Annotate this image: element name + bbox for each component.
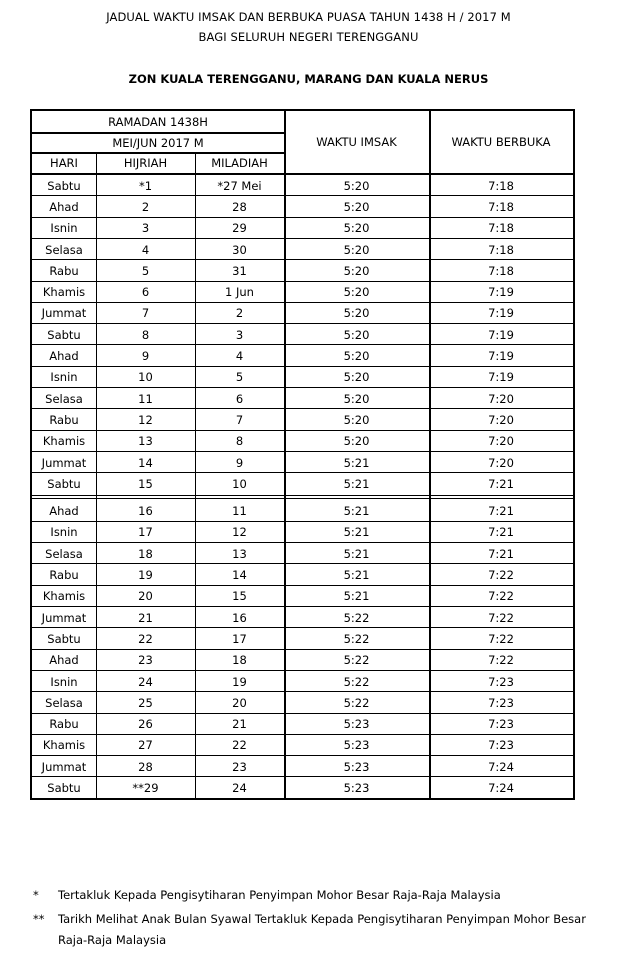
footnote-mark: **: [33, 912, 45, 926]
berbuka-time-cell: 7:18: [488, 242, 514, 257]
hijriah-cell: 9: [141, 349, 150, 364]
miladiah-cell: 15: [232, 589, 247, 604]
berbuka-time-cell: 7:18: [488, 199, 514, 214]
berbuka-time-cell: 7:18: [488, 178, 514, 193]
berbuka-time-cell: 7:19: [488, 349, 514, 364]
imsak-time-cell: 5:23: [343, 738, 370, 753]
footnote-text: Tertakluk Kepada Pengisytiharan Penyimpan Mohor Besar Raja-Raja Malaysia: [58, 888, 501, 902]
miladiah-cell: 7: [235, 412, 244, 427]
document-subtitle: BAGI SELURUH NEGERI TERENGGANU: [198, 30, 419, 44]
miladiah-cell: 13: [232, 546, 247, 561]
row-divider: [32, 521, 573, 522]
day-cell: Rabu: [49, 412, 79, 427]
miladiah-cell: 3: [235, 327, 244, 342]
row-divider: [32, 344, 573, 345]
imsak-time-cell: 5:23: [343, 759, 370, 774]
day-cell: Jummat: [41, 759, 87, 774]
hijriah-cell: 24: [138, 674, 153, 689]
day-cell: Rabu: [49, 263, 79, 278]
row-divider: [32, 542, 573, 543]
imsak-time-cell: 5:20: [343, 391, 370, 406]
imsak-time-cell: 5:20: [343, 306, 370, 321]
day-cell: Sabtu: [47, 327, 81, 342]
imsak-time-cell: 5:22: [343, 631, 370, 646]
berbuka-time-cell: 7:24: [488, 759, 514, 774]
day-cell: Sabtu: [47, 178, 81, 193]
berbuka-time-cell: 7:18: [488, 221, 514, 236]
day-cell: Selasa: [45, 695, 83, 710]
hijriah-cell: 15: [138, 476, 153, 491]
day-cell: Ahad: [49, 199, 79, 214]
hijriah-cell: 22: [138, 631, 153, 646]
footnote-text: Raja-Raja Malaysia: [58, 933, 167, 947]
berbuka-time-cell: 7:21: [488, 546, 514, 561]
imsak-time-cell: 5:21: [343, 504, 370, 519]
day-cell: Sabtu: [47, 781, 81, 796]
berbuka-time-cell: 7:23: [488, 674, 514, 689]
berbuka-time-cell: 7:19: [488, 370, 514, 385]
zone-heading: ZON KUALA TERENGGANU, MARANG DAN KUALA NERUS: [128, 72, 489, 86]
day-cell: Rabu: [49, 717, 79, 732]
hijriah-cell: 3: [141, 221, 150, 236]
day-cell: Selasa: [45, 242, 83, 257]
imsak-time-cell: 5:20: [343, 242, 370, 257]
row-divider: [32, 302, 573, 303]
hijriah-cell: 20: [138, 589, 153, 604]
miladiah-cell: 10: [232, 476, 247, 491]
miladiah-cell: 4: [235, 349, 244, 364]
miladiah-cell: 2: [235, 306, 244, 321]
imsak-time-cell: 5:20: [343, 199, 370, 214]
footnote-text: Tarikh Melihat Anak Bulan Syawal Tertakluk Kepada Pengisytiharan Penyimpan Mohor Besar: [58, 912, 586, 926]
miladiah-cell: 9: [235, 455, 244, 470]
row-divider: [32, 776, 573, 777]
berbuka-time-cell: 7:19: [488, 327, 514, 342]
row-divider: [32, 451, 573, 452]
berbuka-time-cell: 7:19: [488, 285, 514, 300]
row-divider: [32, 495, 573, 496]
row-divider: [32, 585, 573, 586]
miladiah-cell: 22: [232, 738, 247, 753]
imsak-time-cell: 5:22: [343, 674, 370, 689]
hijriah-cell: 2: [141, 199, 150, 214]
month-label: MEI/JUN 2017 M: [112, 135, 204, 150]
imsak-time-cell: 5:21: [343, 589, 370, 604]
row-divider: [32, 498, 573, 499]
row-divider: [32, 152, 284, 154]
hijriah-cell: 12: [138, 412, 153, 427]
hijriah-cell: 11: [138, 391, 153, 406]
miladiah-cell: 28: [232, 199, 247, 214]
imsak-time-cell: 5:21: [343, 546, 370, 561]
miladiah-cell: 17: [232, 631, 247, 646]
berbuka-time-cell: 7:22: [488, 610, 514, 625]
day-cell: Jummat: [41, 455, 87, 470]
miladiah-cell: 14: [232, 568, 247, 583]
imsak-time-cell: 5:20: [343, 221, 370, 236]
day-cell: Isnin: [50, 221, 78, 236]
miladiah-cell: 30: [232, 242, 247, 257]
berbuka-time-cell: 7:20: [488, 434, 514, 449]
berbuka-time-cell: 7:23: [488, 695, 514, 710]
miladiah-cell: 21: [232, 717, 247, 732]
miladiah-cell: 24: [232, 781, 247, 796]
hijriah-cell: *1: [138, 178, 153, 193]
day-cell: Sabtu: [47, 476, 81, 491]
berbuka-time-cell: 7:24: [488, 781, 514, 796]
berbuka-time-cell: 7:22: [488, 653, 514, 668]
berbuka-time-cell: 7:22: [488, 568, 514, 583]
day-cell: Ahad: [49, 653, 79, 668]
berbuka-time-cell: 7:21: [488, 476, 514, 491]
day-cell: Jummat: [41, 306, 87, 321]
hijriah-cell: 5: [141, 263, 150, 278]
day-cell: Isnin: [50, 674, 78, 689]
hijriah-cell: 10: [138, 370, 153, 385]
row-divider: [32, 430, 573, 431]
berbuka-time-cell: 7:20: [488, 391, 514, 406]
hijriah-cell: 21: [138, 610, 153, 625]
ramadan-label: RAMADAN 1438H: [108, 114, 208, 129]
row-divider: [32, 173, 573, 175]
row-divider: [32, 281, 573, 282]
hijriah-cell: 8: [141, 327, 150, 342]
col-header-hari: HARI: [50, 156, 78, 170]
imsak-time-cell: 5:21: [343, 476, 370, 491]
miladiah-cell: 12: [232, 525, 247, 540]
hijriah-cell: 23: [138, 653, 153, 668]
imsak-time-cell: 5:22: [343, 610, 370, 625]
imsak-time-cell: 5:21: [343, 455, 370, 470]
col-header-miladiah: MILADIAH: [211, 156, 268, 170]
berbuka-time-cell: 7:22: [488, 589, 514, 604]
imsak-time-cell: 5:22: [343, 653, 370, 668]
imsak-time-cell: 5:23: [343, 717, 370, 732]
imsak-time-cell: 5:21: [343, 568, 370, 583]
row-divider: [32, 238, 573, 239]
imsak-time-cell: 5:20: [343, 327, 370, 342]
miladiah-cell: 31: [232, 263, 247, 278]
miladiah-cell: 6: [235, 391, 244, 406]
day-cell: Ahad: [49, 349, 79, 364]
col-header-hijriah: HIJRIAH: [123, 156, 168, 170]
row-divider: [32, 217, 573, 218]
day-cell: Isnin: [50, 370, 78, 385]
imsak-time-cell: 5:20: [343, 434, 370, 449]
hijriah-cell: 6: [141, 285, 150, 300]
berbuka-time-cell: 7:20: [488, 455, 514, 470]
col-header-berbuka: WAKTU BERBUKA: [451, 135, 551, 149]
row-divider: [32, 691, 573, 692]
row-divider: [32, 606, 573, 607]
row-divider: [32, 670, 573, 671]
col-header-imsak: WAKTU IMSAK: [316, 135, 397, 149]
berbuka-time-cell: 7:20: [488, 412, 514, 427]
hijriah-cell: 13: [138, 434, 153, 449]
day-cell: Selasa: [45, 391, 83, 406]
hijriah-cell: 7: [141, 306, 150, 321]
hijriah-cell: **29: [132, 781, 159, 796]
hijriah-cell: 17: [138, 525, 153, 540]
row-divider: [32, 259, 573, 260]
berbuka-time-cell: 7:21: [488, 504, 514, 519]
imsak-time-cell: 5:23: [343, 781, 370, 796]
imsak-time-cell: 5:20: [343, 285, 370, 300]
row-divider: [32, 366, 573, 367]
miladiah-cell: *27 Mei: [217, 178, 262, 193]
imsak-time-cell: 5:20: [343, 412, 370, 427]
berbuka-time-cell: 7:21: [488, 525, 514, 540]
miladiah-cell: 16: [232, 610, 247, 625]
miladiah-cell: 19: [232, 674, 247, 689]
schedule-table: [30, 109, 575, 800]
berbuka-time-cell: 7:23: [488, 738, 514, 753]
row-divider: [32, 387, 573, 388]
row-divider: [32, 713, 573, 714]
berbuka-time-cell: 7:19: [488, 306, 514, 321]
day-cell: Jummat: [41, 610, 87, 625]
row-divider: [32, 408, 573, 409]
hijriah-cell: 18: [138, 546, 153, 561]
hijriah-cell: 16: [138, 504, 153, 519]
row-divider: [32, 755, 573, 756]
imsak-time-cell: 5:22: [343, 695, 370, 710]
miladiah-cell: 18: [232, 653, 247, 668]
row-divider: [32, 132, 284, 134]
row-divider: [32, 649, 573, 650]
day-cell: Selasa: [45, 546, 83, 561]
miladiah-cell: 11: [232, 504, 247, 519]
miladiah-cell: 8: [235, 434, 244, 449]
hijriah-cell: 14: [138, 455, 153, 470]
hijriah-cell: 19: [138, 568, 153, 583]
miladiah-cell: 20: [232, 695, 247, 710]
imsak-time-cell: 5:20: [343, 349, 370, 364]
imsak-time-cell: 5:21: [343, 525, 370, 540]
day-cell: Khamis: [42, 434, 86, 449]
day-cell: Isnin: [50, 525, 78, 540]
row-divider: [32, 627, 573, 628]
hijriah-cell: 27: [138, 738, 153, 753]
berbuka-time-cell: 7:23: [488, 717, 514, 732]
row-divider: [32, 323, 573, 324]
berbuka-time-cell: 7:18: [488, 263, 514, 278]
row-divider: [32, 563, 573, 564]
imsak-time-cell: 5:20: [343, 263, 370, 278]
day-cell: Khamis: [42, 738, 86, 753]
row-divider: [32, 472, 573, 473]
berbuka-time-cell: 7:22: [488, 631, 514, 646]
hijriah-cell: 26: [138, 717, 153, 732]
hijriah-cell: 4: [141, 242, 150, 257]
imsak-time-cell: 5:20: [343, 370, 370, 385]
hijriah-cell: 25: [138, 695, 153, 710]
row-divider: [32, 734, 573, 735]
day-cell: Khamis: [42, 589, 86, 604]
day-cell: Rabu: [49, 568, 79, 583]
miladiah-cell: 23: [232, 759, 247, 774]
document-title: JADUAL WAKTU IMSAK DAN BERBUKA PUASA TAHUN 1438 H / 2017 M: [106, 10, 511, 24]
day-cell: Sabtu: [47, 631, 81, 646]
day-cell: Ahad: [49, 504, 79, 519]
miladiah-cell: 5: [235, 370, 244, 385]
hijriah-cell: 28: [138, 759, 153, 774]
miladiah-cell: 29: [232, 221, 247, 236]
imsak-time-cell: 5:20: [343, 178, 370, 193]
miladiah-cell: 1 Jun: [225, 285, 254, 300]
row-divider: [32, 195, 573, 196]
day-cell: Khamis: [42, 285, 86, 300]
footnote-mark: *: [33, 888, 39, 902]
